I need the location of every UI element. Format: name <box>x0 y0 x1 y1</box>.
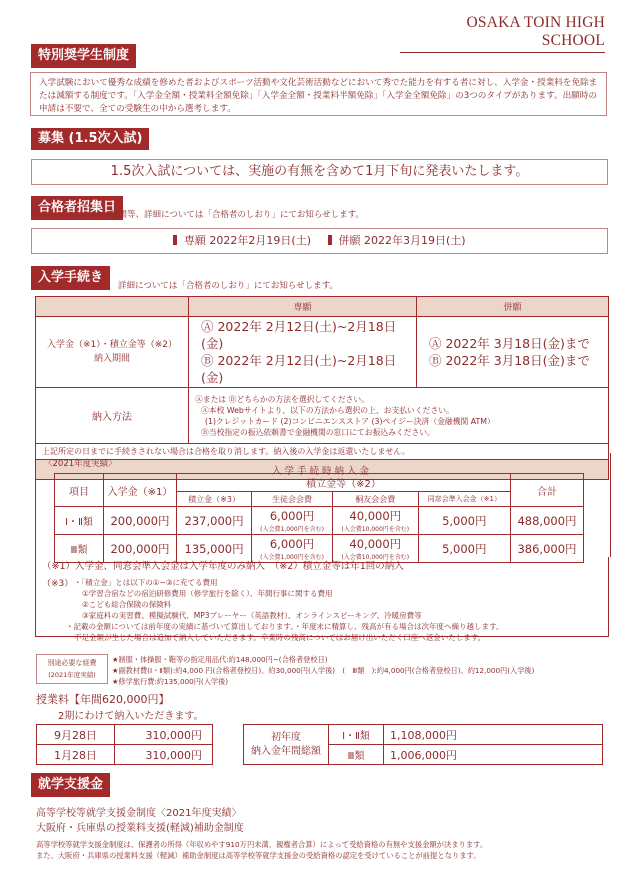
school-name: OSAKA TOIN HIGH SCHOOL <box>400 14 605 53</box>
fees-section <box>35 453 611 561</box>
section-title-recruit: 募集 (1.5次入試) <box>31 128 149 150</box>
method-line: (1)クレジットカード (2)コンビニエンスストア (3)ペイジー決済（金融機関 ATM） <box>205 416 495 426</box>
table-row <box>244 725 603 745</box>
period-label <box>36 317 189 388</box>
extra-item: ★制服・体操服・鞄等の指定用品代:約148,000円~(合格者登校日) <box>112 655 328 664</box>
cell-pta <box>333 507 419 535</box>
senkan-period <box>189 317 417 388</box>
support-programs <box>36 806 244 836</box>
extra-costs-list <box>112 654 534 687</box>
note: (入会費1,000円を含む) <box>260 526 324 533</box>
section-title-gathering: 合格者招集日 <box>31 196 123 220</box>
method-line: Ⓑ当校指定の振込依頼書で金融機関の窓口にてお振込みください。 <box>201 427 435 437</box>
heigan-period <box>417 317 609 388</box>
period-label-line: 納入期間 <box>93 354 130 364</box>
fee-notes <box>35 557 609 642</box>
extra-item: ★副教材費(Ⅰ・Ⅱ類):約4,000 円(合格者登校日)、約30,000円(入学後) ( Ⅲ類 ):約4,000円(合格者登校日)、約12,000円(入学後) <box>112 666 535 675</box>
gathering-dates <box>31 228 608 254</box>
extra-item: ★修学旅行費:約135,000円(入学後) <box>112 677 229 686</box>
note-line: 不足金額が生じた場合は追加で納入していただきます。卒業時の残高についてはお届け出いただく口座へ返金いたします。 <box>74 633 486 642</box>
installment-date: 9月28日 <box>37 725 115 745</box>
col-alumni: 同窓会準入会金（※1） <box>418 492 510 507</box>
tuition-sub: 2期にわけて納入いただきます。 <box>58 711 204 722</box>
note-3-label: （※3） <box>42 579 74 589</box>
value: 6,000円 <box>269 537 315 551</box>
bullet-icon <box>328 235 332 245</box>
annual-amount: 1,006,000円 <box>384 745 603 765</box>
period-label-line: 入学金（※1）・積立金等（※2） <box>46 340 178 350</box>
support-notes <box>36 839 487 861</box>
annual-label <box>244 725 329 765</box>
method-description <box>189 388 609 444</box>
note: (入会費1,000円を含む) <box>260 554 324 561</box>
value: 40,000円 <box>349 509 402 523</box>
table-row <box>37 725 213 745</box>
installment-amount: 310,000円 <box>115 725 213 745</box>
cell-alumni: 5,000円 <box>418 507 510 535</box>
section-title-procedure: 入学手続き <box>31 266 110 290</box>
installment-date: 1月28日 <box>37 745 115 765</box>
installment-amount: 310,000円 <box>115 745 213 765</box>
label-line: 納入金年間総額 <box>251 745 321 757</box>
cell-reserve: 135,000円 <box>177 535 252 563</box>
senkan-period-b: Ⓑ 2022年 2月12日(土)~2月18日(金) <box>201 353 397 385</box>
label-sub: (2021年度実績) <box>48 671 96 679</box>
note: (入会費10,000円を含む) <box>341 554 410 561</box>
col-total: 合計 <box>511 474 584 507</box>
value: 6,000円 <box>269 509 315 523</box>
support-line: 高等学校等就学支援金制度〈2021年度実績〉 <box>36 808 242 819</box>
note: (入会費10,000円を含む) <box>341 526 410 533</box>
note-3-body <box>74 577 422 621</box>
method-line: Ⓐまたは Ⓑどちらかの方法を選択してください。 <box>195 394 370 404</box>
header-senkan: 専願 <box>189 297 417 317</box>
col-student-council: 生徒会会費 <box>252 492 333 507</box>
col-reserve-group: 積立金等（※2） <box>177 474 511 492</box>
cell-student-council <box>252 507 333 535</box>
gathering-label-heigan: 併願 <box>338 234 361 247</box>
table-row <box>37 745 213 765</box>
cell-item: Ⅰ・Ⅱ類 <box>55 507 104 535</box>
procedure-note: 詳細については「合格者のしおり」にてお知らせします。 <box>118 281 338 291</box>
section-title-support: 就学支援金 <box>31 773 110 797</box>
bullet-icon <box>173 235 177 245</box>
note-line: ・「積立金」とは以下の①~③に充てる費用 <box>74 578 218 587</box>
annual-type: Ⅲ類 <box>329 745 384 765</box>
cell-admission: 200,000円 <box>104 507 177 535</box>
cell-admission: 200,000円 <box>104 535 177 563</box>
gathering-date-senkan: 2022年2月19日(土) <box>209 234 311 247</box>
annual-type: Ⅰ・Ⅱ類 <box>329 725 384 745</box>
cell-reserve: 237,000円 <box>177 507 252 535</box>
annual-amount: 1,108,000円 <box>384 725 603 745</box>
heigan-period-b: Ⓑ 2022年 3月18日(金)まで <box>429 353 590 368</box>
gathering-label-senkan: 専願 <box>183 234 206 247</box>
gathering-note: 時間等、詳細については「合格者のしおり」にてお知らせします。 <box>110 210 364 220</box>
installment-table <box>36 724 213 765</box>
note-1-2: （※1）入学金、同窓会準入会金は入学年度のみ納入 （※2）積立金等は年1回の納入 <box>42 561 404 572</box>
cell-total: 386,000円 <box>511 535 584 563</box>
method-line: Ⓐ本校 Webサイトより、以下の方法から選択の上、お支払いください。 <box>201 405 454 415</box>
support-note: また、大阪府・兵庫県の授業料支援（軽減）補助金制度は高等学校等就学支援金の受給資格の認定を受けていることが前提となります。 <box>36 851 481 860</box>
col-admission: 入学金（※1） <box>104 474 177 507</box>
note-line: ①学習合宿などの宿泊研修費用（修学旅行を除く）、年間行事に関する費用 <box>82 589 333 598</box>
support-note: 高等学校等就学支援金制度は、保護者の所得（年収めやす910万円未満、親権者合算）によって受給資格の有無や支援金額が決まります。 <box>36 840 488 849</box>
support-line: 大阪府・兵庫県の授業料支援(軽減)補助金制度 <box>36 823 244 834</box>
section-title-scholarship: 特別奨学生制度 <box>31 44 136 68</box>
label: 別途必要な経費 <box>47 659 97 667</box>
heigan-period-a: Ⓐ 2022年 3月18日(金)まで <box>429 336 590 351</box>
col-reserve: 積立金（※3） <box>177 492 252 507</box>
cell-item: Ⅲ類 <box>55 535 104 563</box>
note-line: ②こども総合保険の保険料 <box>82 600 172 609</box>
note-line: ③家庭科の実習費、模擬試験代、MP3プレーヤー（英語教材）、オンラインスピーキング、冷暖房費等 <box>82 611 422 620</box>
note-line: ・記載の金額については前年度の実績に基づいて算出しております。・年度末に精算し、残高が有る場合は次年度へ繰り越します。 <box>66 622 504 631</box>
cell-total: 488,000円 <box>511 507 584 535</box>
note-4 <box>66 621 503 643</box>
scholarship-description: 入学試験において優秀な成績を修めた者およびスポーツ活動や文化芸術活動などにおいて秀でた能力を有する者に対し、入学金・授業料を免除または減額する制度です。「入学金全額・授業料全額免除」「入学金全額・授業料半額免除」「入学金全額免除」の3つのタイプがあります。出願時の申請は不要で、全ての受験生の中から選考します。 <box>30 72 607 116</box>
fees-year-note: 〈2021年度実績〉 <box>44 459 117 469</box>
cell-alumni: 5,000円 <box>418 535 510 563</box>
method-label: 納入方法 <box>36 388 189 444</box>
header-blank <box>36 297 189 317</box>
label-line: 初年度 <box>271 731 301 743</box>
senkan-period-a: Ⓐ 2022年 2月12日(土)~2月18日(金) <box>201 319 397 351</box>
gathering-date-heigan: 2022年3月19日(土) <box>364 234 466 247</box>
table-row <box>55 507 584 535</box>
recruit-announcement: 1.5次入試については、実施の有無を含めて1月下旬に発表いたします。 <box>31 159 608 185</box>
header-heigan: 併願 <box>417 297 609 317</box>
procedure-warning: 上記所定の日までに手続きされない場合は合格を取り消します。納入後の入学金は返還いたしません。 <box>36 444 609 460</box>
tuition-title: 授業料【年間620,000円】 <box>36 693 170 706</box>
col-item: 項目 <box>55 474 104 507</box>
value: 40,000円 <box>349 537 402 551</box>
col-pta: 桐友会会費 <box>333 492 419 507</box>
extra-costs-label <box>36 654 108 684</box>
fees-table <box>54 473 584 563</box>
fee-banner: 入学手続時納入金 <box>36 460 609 480</box>
annual-total-table <box>243 724 603 765</box>
